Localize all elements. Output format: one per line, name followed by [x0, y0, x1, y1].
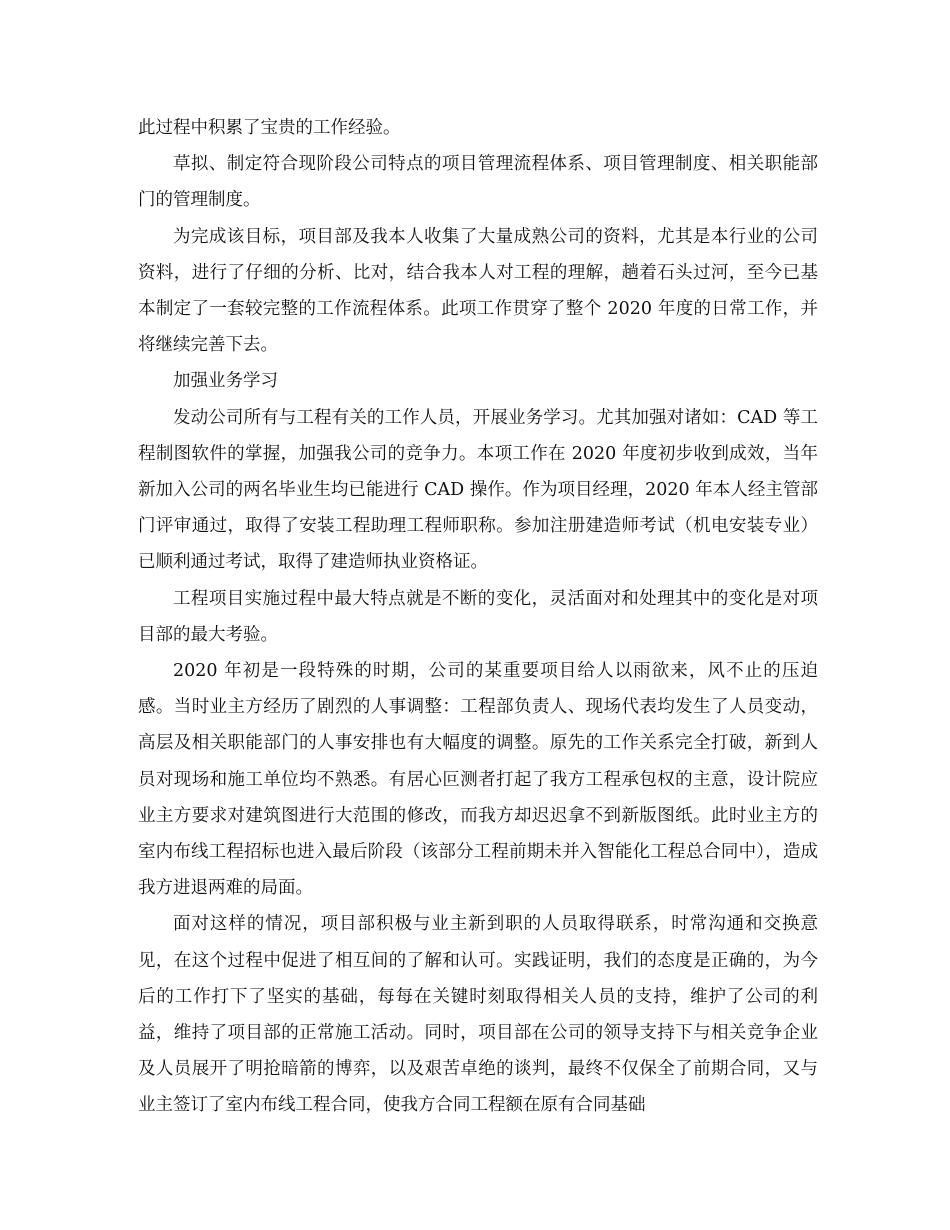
document-body	[138, 110, 818, 1124]
paragraph-special-period: 2020 年初是一段特殊的时期，公司的某重要项目给人以雨欲来，风不止的压迫感。当时业主方经历了剧烈的人事调整：工程部负责人、现场代表均发生了人员变动，高层及相关职能部门的人事安排也有大幅度的调整。原先的工作关系完全打破，新到人员对现场和施工单位均不熟悉。有居心叵测者打起了我方工程承包权的主意，设计院应业主方要求对建筑图进行大范围的修改，而我方却迟迟拿不到新版图纸。此时业主方的室内布线工程招标也进入最后阶段（该部分工程前期未并入智能化工程总合同中），造成我方进退两难的局面。	[138, 661, 818, 899]
paragraph-process-drafting: 草拟、制定符合现阶段公司特点的项目管理流程体系、项目管理制度、相关职能部门的管理制度。	[138, 154, 818, 211]
paragraph-business-learning: 发动公司所有与工程有关的工作人员，开展业务学习。尤其加强对诸如：CAD 等工程制图软件的掌握，加强我公司的竞争力。本项工作在 2020 年度初步收到成效，当年新加入公司的两名毕业生均已能进行 CAD 操作。作为项目经理，2020 年本人经主管部门评审通过，取得了安装工程助理工程师职称。参加注册建造师考试（机电安装专业）已顺利通过考试，取得了建造师执业资格证。	[138, 407, 818, 573]
section-heading-business-learning: 加强业务学习	[173, 371, 278, 392]
paragraph-project-changes: 工程项目实施过程中最大特点就是不断的变化，灵活面对和处理其中的变化是对项目部的最大考验。	[138, 588, 818, 645]
paragraph-response: 面对这样的情况，项目部积极与业主新到职的人员取得联系，时常沟通和交换意见，在这个过程中促进了相互间的了解和认可。实践证明，我们的态度是正确的，为今后的工作打下了坚实的基础，每每在关键时刻取得相关人员的支持，维护了公司的利益，维持了项目部的正常施工活动。同时，项目部在公司的领导支持下与相关竞争企业及人员展开了明抢暗箭的博弈，以及艰苦卓绝的谈判，最终不仅保全了前期合同，又与业主签订了室内布线工程合同，使我方合同工程额在原有合同基础	[138, 914, 818, 1116]
paragraph-goal-completion: 为完成该目标，项目部及我本人收集了大量成熟公司的资料，尤其是本行业的公司资料，进行了仔细的分析、比对，结合我本人对工程的理解，趟着石头过河，至今已基本制定了一套较完整的工作流程体系。此项工作贯穿了整个 2020 年度的日常工作，并将继续完善下去。	[138, 226, 818, 356]
paragraph-continuation: 此过程中积累了宝贵的工作经验。	[138, 118, 401, 138]
